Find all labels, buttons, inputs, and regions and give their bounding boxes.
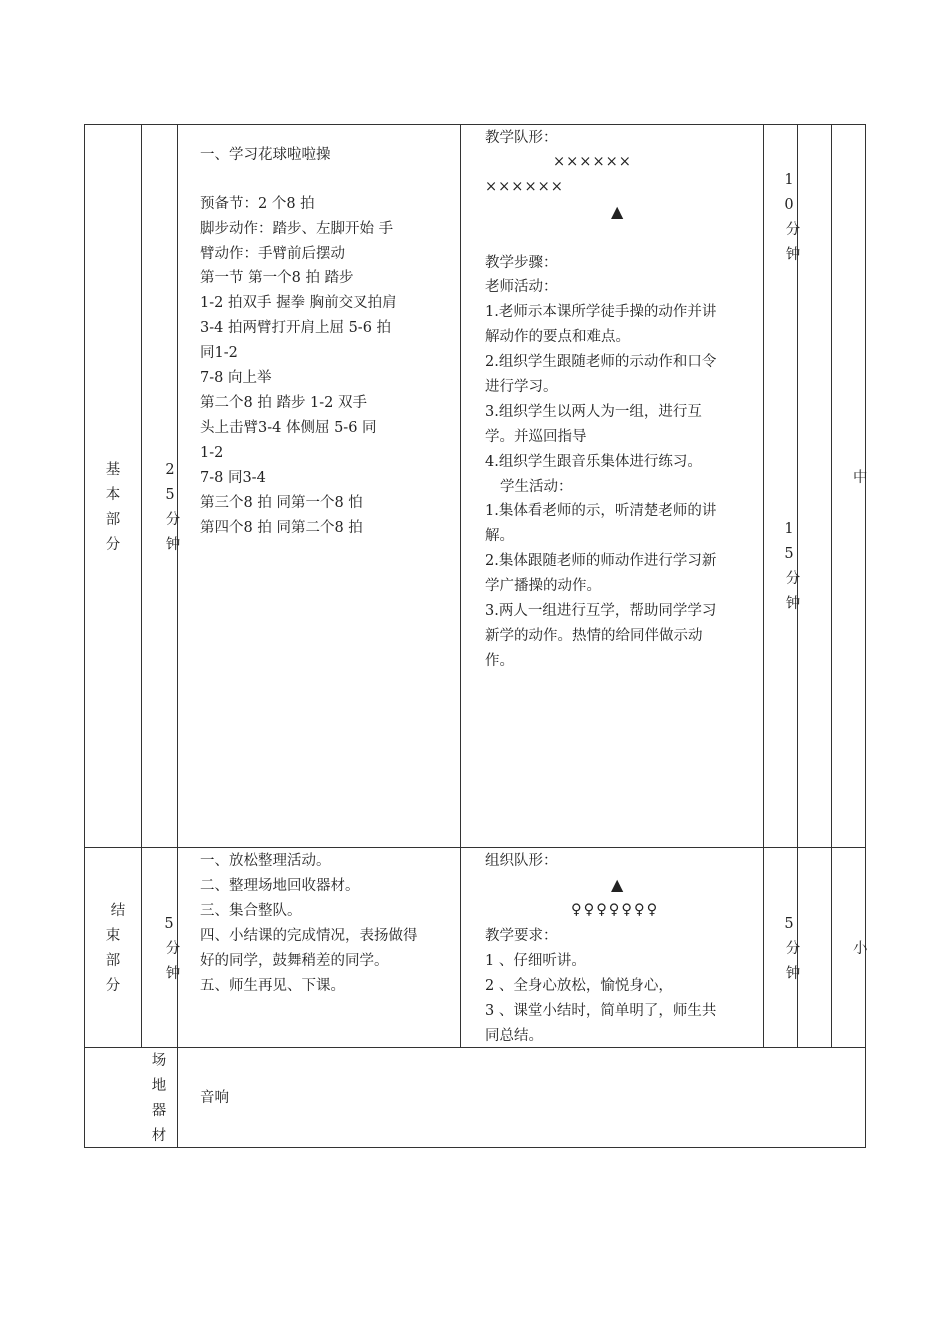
content-line: 五、师生再见、下课。	[200, 978, 345, 994]
teacher-item: 1.老师示本课所学徒手操的动作并讲	[485, 304, 717, 320]
student-item: 学广播操的动作。	[485, 578, 601, 594]
student-item: 1.集体看老师的示，听清楚老师的讲	[485, 503, 717, 519]
time-char: 钟	[165, 537, 181, 553]
content-line: 第三个8 拍 同第一个8 怕	[200, 495, 363, 511]
content-line: 好的同学，鼓舞稍差的同学。	[200, 953, 389, 969]
row-divider-ending-venue	[84, 1047, 866, 1048]
content-line: 第一节 第一个8 拍 踏步	[200, 270, 354, 286]
intensity-label: 小	[853, 941, 868, 957]
section-char: 分	[105, 978, 121, 994]
time-char: 分	[165, 941, 181, 957]
req-item: 同总结。	[485, 1028, 543, 1044]
content-line: 7-8 向上举	[200, 370, 272, 386]
venue-char: 地	[151, 1078, 167, 1094]
org-title: 组织队形：	[485, 853, 558, 869]
content-line: 四、小结课的完成情况，表扬做得	[200, 928, 418, 944]
req-title: 教学要求：	[485, 928, 558, 944]
content-line: 1-2	[200, 445, 224, 461]
content-line: 头上击臂3-4 体侧屈 5-6 同	[200, 420, 377, 436]
req-item: 3 、课堂小结时，简单明了，师生共	[485, 1003, 717, 1019]
teacher-triangle-icon: ▲	[611, 202, 624, 221]
student-item: 解。	[485, 528, 514, 544]
venue-char: 场	[151, 1053, 167, 1069]
column-divider-1	[141, 124, 142, 1048]
column-divider-4	[763, 124, 764, 1048]
section-char: 分	[105, 537, 121, 553]
time-char: 0	[784, 197, 794, 213]
student-formation: ♀♀♀♀♀♀♀	[571, 902, 660, 918]
req-item: 2 、全身心放松，愉悦身心，	[485, 978, 673, 994]
time-char: 分	[165, 512, 181, 528]
teacher-item: 进行学习。	[485, 379, 558, 395]
row-divider-basic-ending	[84, 847, 866, 848]
column-divider-6	[831, 124, 832, 1048]
content-heading: 一、学习花球啦啦操	[200, 147, 331, 163]
teacher-item: 学。并巡回指导	[485, 429, 587, 445]
section-char: 部	[105, 953, 121, 969]
time-char: 分	[785, 222, 801, 238]
section-char: 基	[105, 462, 121, 478]
time-char: 5	[164, 916, 174, 932]
student-item: 3.两人一组进行互学，帮助同学学习	[485, 603, 717, 619]
teacher-item: 4.组织学生跟音乐集体进行练习。	[485, 454, 702, 470]
venue-char: 器	[151, 1103, 167, 1119]
teacher-item: 2.组织学生跟随老师的示动作和口令	[485, 354, 717, 370]
section-char: 束	[105, 928, 121, 944]
content-line: 预备节：2 个8 拍	[200, 196, 315, 212]
content-line: 3-4 拍两臂打开肩上屈 5-6 拍	[200, 320, 392, 336]
section-char: 本	[105, 487, 121, 503]
time-char: 1	[784, 172, 794, 188]
teacher-item: 3.组织学生以两人为一组，进行互	[485, 404, 702, 420]
time-char: 分	[785, 571, 801, 587]
time-char: 5	[784, 546, 794, 562]
student-title: 学生活动：	[500, 479, 573, 495]
req-item: 1 、仔细听讲。	[485, 953, 586, 969]
venue-char: 材	[151, 1128, 167, 1144]
time-char: 2	[165, 462, 175, 478]
time-char: 钟	[165, 966, 181, 982]
time-char: 分	[785, 941, 801, 957]
section-char: 部	[105, 512, 121, 528]
org-title: 教学队形：	[485, 130, 558, 146]
time-char: 5	[784, 916, 794, 932]
time-char: 1	[784, 521, 794, 537]
section-char: 结	[110, 903, 126, 919]
time-char: 钟	[785, 247, 801, 263]
formation-row: ××××××	[553, 154, 632, 170]
student-item: 作。	[485, 653, 514, 669]
teacher-title: 老师活动：	[485, 279, 558, 295]
teacher-item: 解动作的要点和难点。	[485, 329, 630, 345]
content-line: 7-8 同3-4	[200, 470, 266, 486]
column-divider-2	[177, 124, 178, 1148]
content-line: 脚步动作：踏步、左脚开始 手	[200, 221, 394, 237]
table-bottom-border	[84, 1147, 866, 1148]
content-line: 1-2 拍双手 握拳 胸前交叉拍肩	[200, 295, 397, 311]
content-line: 第四个8 拍 同第二个8 拍	[200, 520, 363, 536]
equipment-value: 音响	[200, 1090, 229, 1106]
content-line: 二、整理场地回收器材。	[200, 878, 360, 894]
content-line: 臂动作：手臂前后摆动	[200, 246, 345, 262]
content-line: 同1-2	[200, 345, 238, 361]
content-line: 三、集合整队。	[200, 903, 302, 919]
table-right-border	[865, 124, 866, 1148]
teacher-triangle-icon: ▲	[611, 875, 624, 894]
time-char: 5	[165, 487, 175, 503]
student-item: 2.集体跟随老师的师动作进行学习新	[485, 553, 717, 569]
table-top-border	[84, 124, 866, 125]
table-left-border	[84, 124, 85, 1148]
intensity-label: 中	[853, 470, 868, 486]
student-item: 新学的动作。热情的给同伴做示动	[485, 628, 703, 644]
content-line: 一、放松整理活动。	[200, 853, 331, 869]
time-char: 钟	[785, 596, 801, 612]
steps-title: 教学步骤：	[485, 255, 558, 271]
content-line: 第二个8 拍 踏步 1-2 双手	[200, 395, 368, 411]
time-char: 钟	[785, 966, 801, 982]
column-divider-3	[460, 124, 461, 1048]
formation-row: ××××××	[485, 179, 564, 195]
